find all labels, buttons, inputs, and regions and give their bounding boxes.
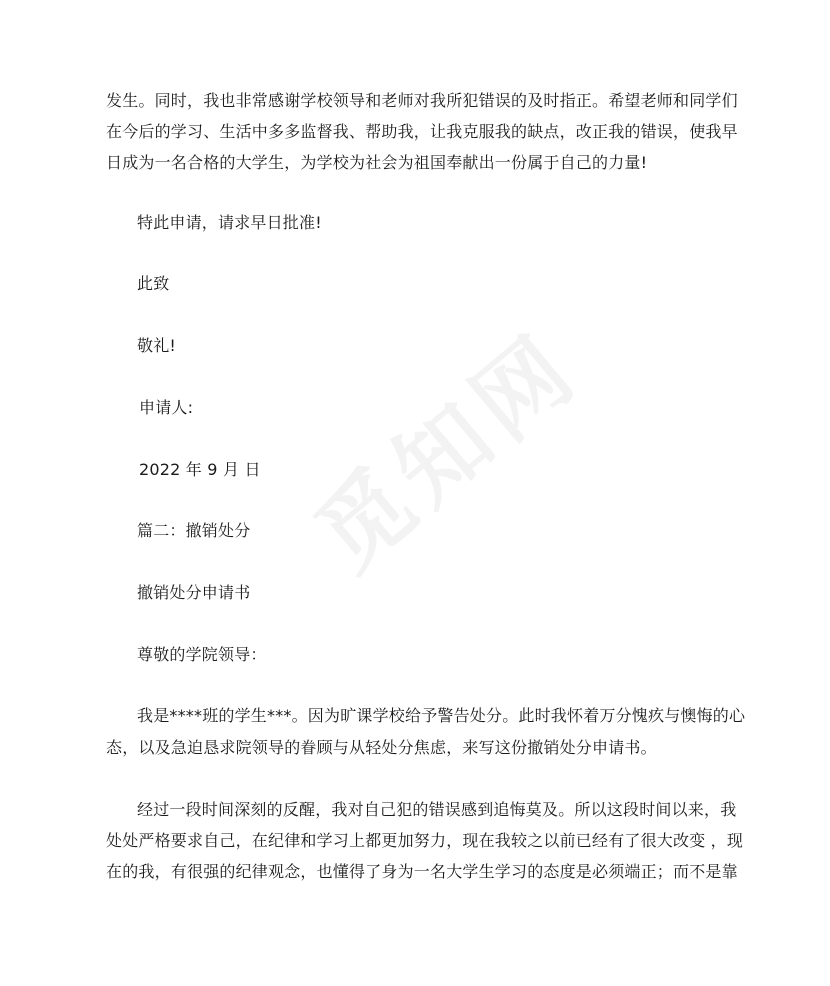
salutation-jingli: 敬礼! [137,336,177,355]
paragraph-3-line-2: 处处严格要求自己，在纪律和学习上都更加努力，现在我较之以前已经有了很大改变 ，现 [106,831,744,850]
document-title: 撤销处分申请书 [137,583,251,602]
paragraph-line-2: 在今后的学习、生活中多多监督我、帮助我，让我克服我的缺点，改正我的错误，使我早 [106,122,738,141]
paragraph-3-line-1: 经过一段时间深刻的反醒，我对自己犯的错误感到追悔莫及。所以这段时间以来，我 [137,800,737,819]
date-line: 2022 年 9 月 日 [139,460,261,479]
paragraph-2-line-2: 态，以及急迫恳求院领导的眷顾与从轻处分焦虑，来写这份撤销处分申请书。 [106,738,657,757]
paragraph-line-3: 日成为一名合格的大学生，为学校为社会为祖国奉献出一份属于自己的力量! [106,153,648,172]
salutation-cizhi: 此致 [137,274,170,293]
paragraph-3-line-3: 在的我，有很强的纪律观念，也懂得了身为一名大学生学习的态度是必须端正；而不是靠 [106,862,738,881]
paragraph-line-1: 发生。同时，我也非常感谢学校领导和老师对我所犯错误的及时指正。希望老师和同学们 [106,91,738,110]
section-heading-part-two: 篇二：撤销处分 [137,521,251,540]
applicant-label: 申请人: [139,398,194,417]
request-approval-line: 特此申请，请求早日批准! [137,213,322,232]
watermark [283,297,602,595]
greeting-line: 尊敬的学院领导： [137,645,267,664]
paragraph-2-line-1: 我是****班的学生***。因为旷课学校给予警告处分。此时我怀着万分愧疚与懊悔的心 [137,706,746,725]
